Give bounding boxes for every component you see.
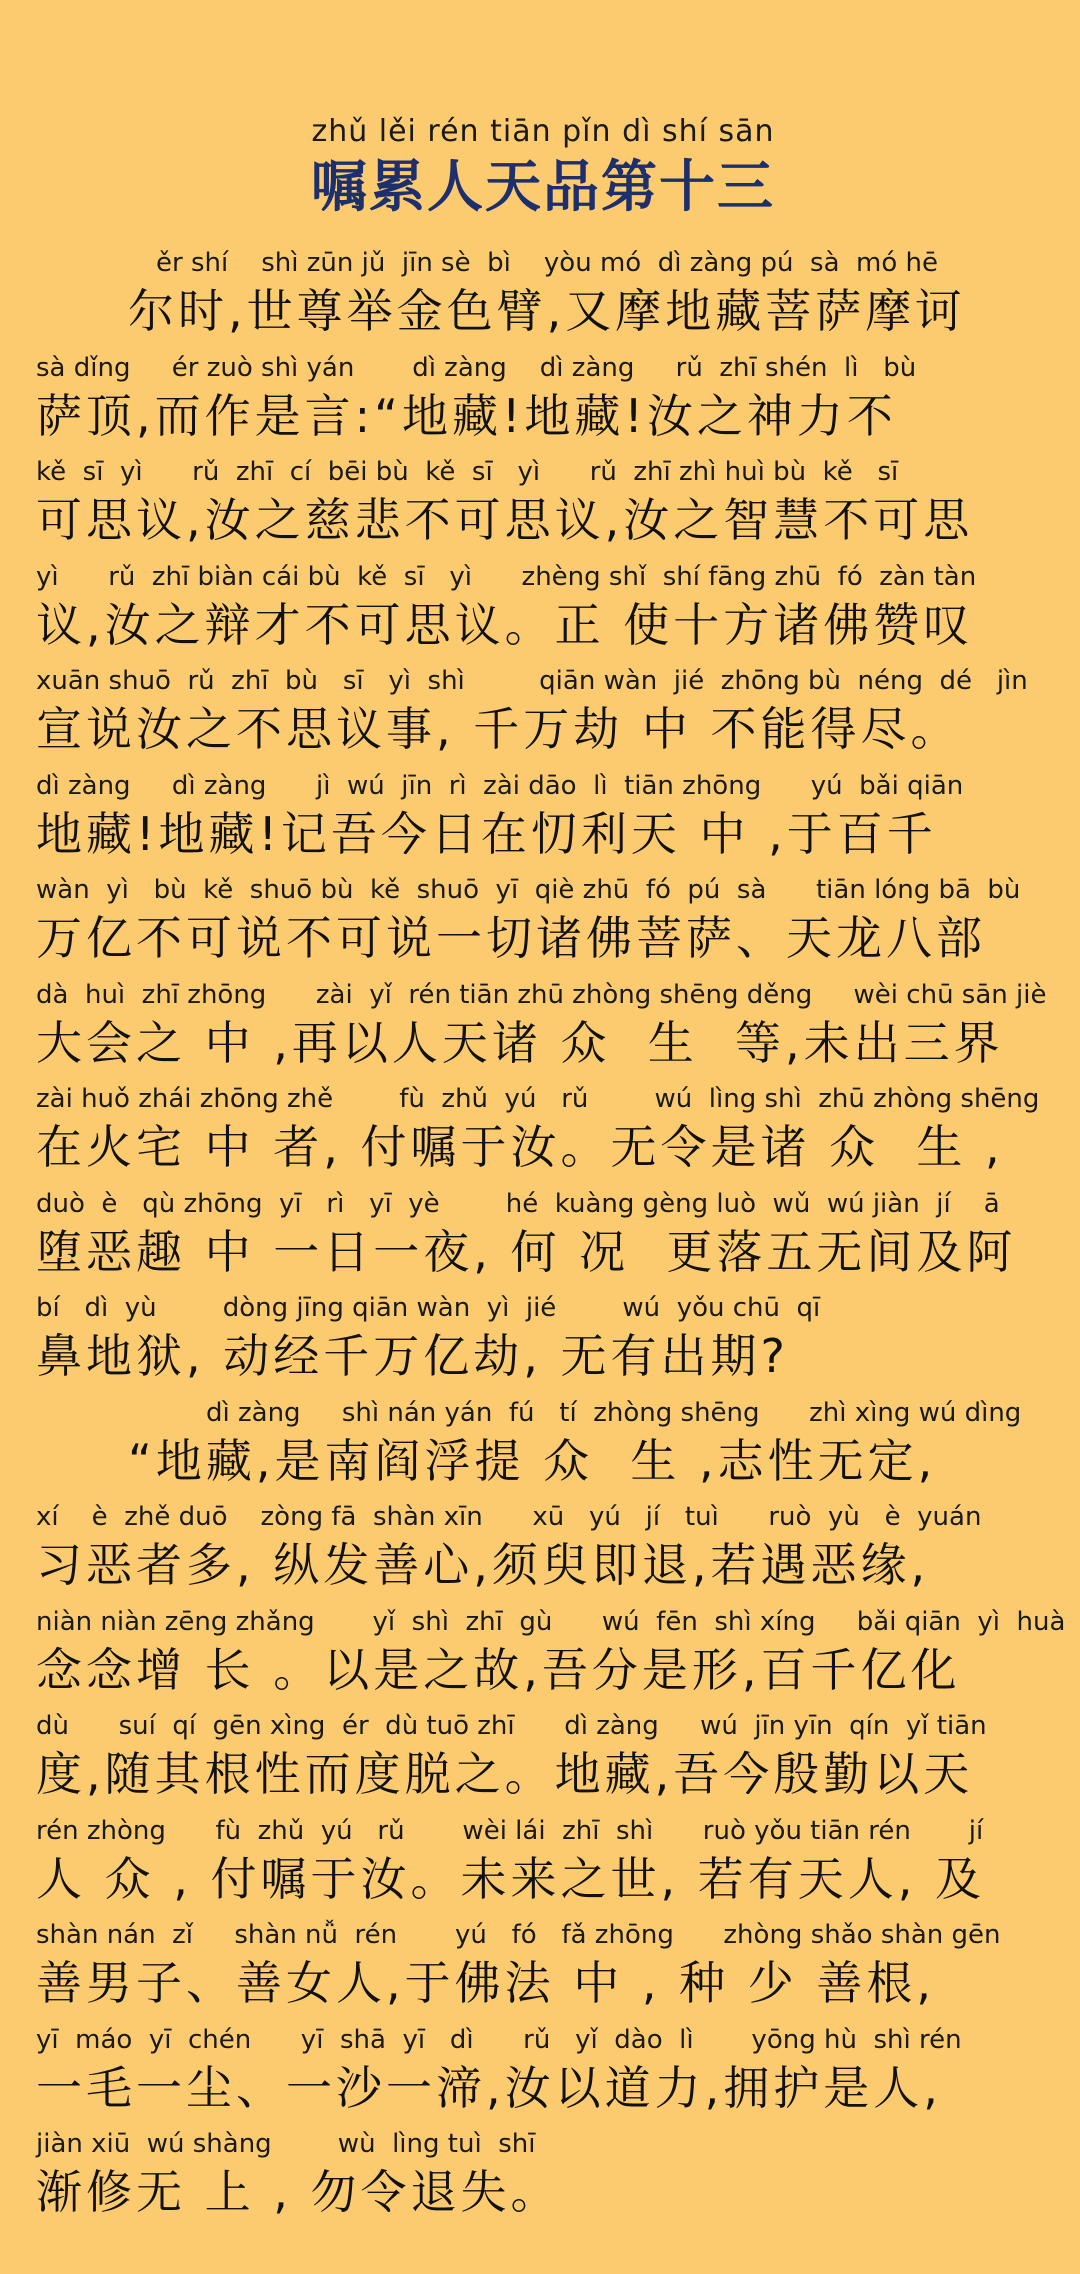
text-line xyxy=(36,1498,1050,1603)
hanzi-line: 善男子、善女人,于佛法 中 , 种 少 善根, xyxy=(36,1956,935,2010)
pinyin-line: wàn yì bù kě shuō bù kě shuō yī qiè zhū fó pú sà tiān lóng bā bù xyxy=(36,875,1021,905)
text-line xyxy=(36,1080,1050,1185)
text-line xyxy=(36,662,1050,767)
pinyin-line: bí dì yù dòng jīng qiān wàn yì jié wú yǒu chū qī xyxy=(36,1293,821,1323)
text-line xyxy=(36,1603,1066,1708)
hanzi-line: 在火宅 中 者, 付嘱于汝。无令是诸 众 生 , xyxy=(36,1120,1004,1174)
pinyin-line: ěr shí shì zūn jǔ jīn sè bì yòu mó dì zàng pú sà mó hē xyxy=(156,248,939,278)
text-line xyxy=(36,1812,1050,1917)
pinyin-line: shàn nán zǐ shàn nǚ rén yú fó fǎ zhōng zhòng shǎo shàn gēn xyxy=(36,1920,1001,1950)
text-line xyxy=(36,1185,1050,1290)
text-line xyxy=(36,2125,1050,2230)
hanzi-line: 念念增 长 。以是之故,吾分是形,百千亿化 xyxy=(36,1642,961,1697)
hanzi-line: 渐修无 上 , 勿令退失。 xyxy=(36,2165,561,2219)
text-line xyxy=(36,1916,1050,2021)
text-line xyxy=(36,453,1050,558)
text-line xyxy=(36,1289,1050,1394)
pinyin-line: xí è zhě duō zòng fā shàn xīn xū yú jí tuì ruò yù è yuán xyxy=(36,1502,982,1532)
text-line xyxy=(36,349,1050,454)
pinyin-line: kě sī yì rǔ zhī cí bēi bù kě sī yì rǔ zhī zhì huì bù kě sī xyxy=(36,457,899,487)
title-pinyin: zhǔ lěi rén tiān pǐn dì shí sān xyxy=(311,114,775,149)
hanzi-line: 人 众 , 付嘱于汝。未来之世, 若有天人, 及 xyxy=(36,1851,985,1906)
hanzi-line: 习恶者多, 纵发善心,须臾即退,若遇恶缘, xyxy=(36,1538,930,1592)
text-line xyxy=(36,871,1050,976)
hanzi-line: “地藏,是南阎浮提 众 生 ,志性无定, xyxy=(128,1433,937,1488)
hanzi-line: 鼻地狱, 动经千万亿劫, 无有出期? xyxy=(36,1329,789,1383)
hanzi-line: 尔时,世尊举金色臂,又摩地藏菩萨摩诃 xyxy=(128,284,966,338)
text-line xyxy=(36,976,1050,1081)
text-line xyxy=(36,767,1050,872)
pinyin-line: sà dǐng ér zuò shì yán dì zàng dì zàng rǔ zhī shén lì bù xyxy=(36,352,917,383)
pinyin-line: yì rǔ zhī biàn cái bù kě sī yì zhèng shǐ shí fāng zhū fó zàn tàn xyxy=(36,561,977,592)
hanzi-line: 一毛一尘、一沙一渧,汝以道力,拥护是人, xyxy=(36,2060,942,2115)
pinyin-line: dà huì zhī zhōng zài yǐ rén tiān zhū zhòng shēng děng wèi chū sān jiè xyxy=(36,979,1047,1010)
page-title: 嘱累人天品第十三 xyxy=(311,155,775,220)
text-line xyxy=(36,244,1050,349)
hanzi-line: 大会之 中 ,再以人天诸 众 生 等,未出三界 xyxy=(36,1015,1004,1070)
text-line xyxy=(36,1707,1050,1812)
text-line xyxy=(36,1394,1050,1499)
pinyin-line: dù suí qí gēn xìng ér dù tuō zhī dì zàng wú jīn yīn qín yǐ tiān xyxy=(36,1711,987,1741)
hanzi-line: 议,汝之辩才不可思议。正 使十方诸佛赞叹 xyxy=(36,597,974,652)
hanzi-line: 宣说汝之不思议事, 千万劫 中 不能得尽。 xyxy=(36,702,961,756)
pinyin-line: zài huǒ zhái zhōng zhě fù zhǔ yú rǔ wú lìng shì zhū zhòng shēng xyxy=(36,1084,1040,1114)
pinyin-line: xuān shuō rǔ zhī bù sī yì shì qiān wàn jié zhōng bù néng dé jìn xyxy=(36,666,1028,696)
pinyin-line: rén zhòng fù zhǔ yú rǔ wèi lái zhī shì ruò yǒu tiān rén jí xyxy=(36,1815,984,1846)
pinyin-line: dì zàng shì nán yán fú tí zhòng shēng zhì xìng wú dìng xyxy=(206,1397,1022,1428)
text-line xyxy=(36,2021,1050,2126)
hanzi-line: 可思议,汝之慈悲不可思议,汝之智慧不可思 xyxy=(36,493,974,547)
hanzi-line: 萨顶,而作是言:“地藏!地藏!汝之神力不 xyxy=(36,388,897,443)
hanzi-line: 地藏!地藏!记吾今日在忉利天 中 ,于百千 xyxy=(36,806,937,861)
text-line xyxy=(36,558,1050,663)
scripture-body xyxy=(36,244,1066,2230)
pinyin-line: niàn niàn zēng zhǎng yǐ shì zhī gù wú fēn shì xíng bǎi qiān yì huà xyxy=(36,1606,1066,1637)
pinyin-line: duò è qù zhōng yī rì yī yè hé kuàng gèng luò wǔ wú jiàn jí ā xyxy=(36,1188,1000,1219)
pinyin-line: yī máo yī chén yī shā yī dì rǔ yǐ dào lì yōng hù shì rén xyxy=(36,2024,962,2055)
hanzi-line: 度,随其根性而度脱之。地藏,吾今殷勤以天 xyxy=(36,1747,974,1801)
pinyin-line: dì zàng dì zàng jì wú jīn rì zài dāo lì tiān zhōng yú bǎi qiān xyxy=(36,770,964,801)
hanzi-line: 万亿不可说不可说一切诸佛菩萨、天龙八部 xyxy=(36,911,986,965)
pinyin-line: jiàn xiū wú shàng wù lìng tuì shī xyxy=(36,2129,536,2159)
hanzi-line: 堕恶趣 中 一日一夜, 何 况 更落五无间及阿 xyxy=(36,1224,1017,1279)
